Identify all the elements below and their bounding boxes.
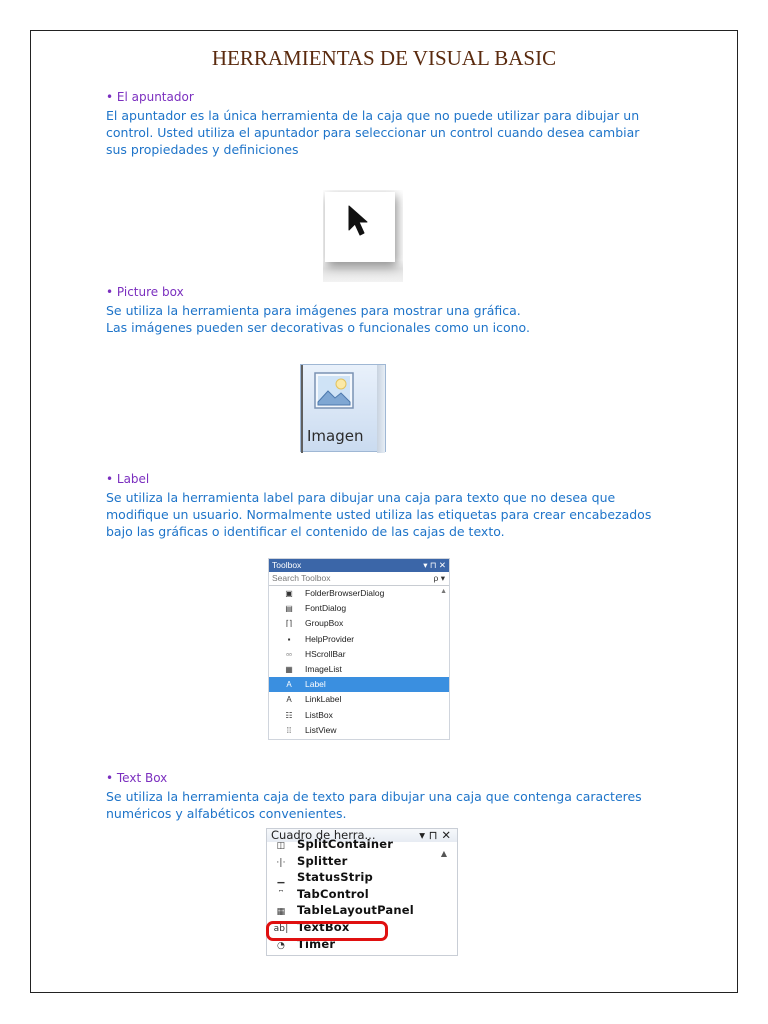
toolbox-panel-english — [268, 558, 450, 740]
toolbox-item-label: ImageList — [305, 663, 342, 674]
pointer-image — [323, 190, 403, 282]
paragraph-line: Se utiliza la herramienta caja de texto para dibujar una caja que contenga caracteres — [106, 789, 642, 804]
paragraph-line: bajo las gráficas o identificar el contenido de las cajas de texto. — [106, 524, 505, 539]
toolbox-item[interactable] — [269, 692, 449, 707]
paragraph-line: numéricos y alfabéticos convenientes. — [106, 806, 347, 821]
toolbox-item[interactable] — [269, 708, 449, 723]
link-label-icon: A — [286, 695, 292, 705]
image-button-label: Imagen — [307, 427, 364, 445]
toolbox-title: Cuadro de herra... — [271, 828, 376, 842]
hscrollbar-icon: ▫▫ — [286, 649, 292, 659]
folder-dialog-icon: ▣ — [285, 589, 293, 598]
toolbox-item-label: Splitter — [297, 853, 348, 868]
toolbox-item-label: Label — [305, 679, 326, 690]
toolbox-item-label: SplitContainer — [297, 837, 394, 851]
toolbox-item[interactable] — [269, 616, 449, 631]
toolbox-item-label: ListView — [305, 724, 337, 735]
bullet-text-box: • Text Box — [106, 771, 168, 785]
list-view-icon: ⁞⁞ — [286, 725, 292, 735]
paragraph-label — [106, 489, 666, 540]
toolbox-item[interactable] — [267, 902, 457, 919]
toolbox-item[interactable] — [267, 869, 457, 886]
image-button[interactable] — [300, 364, 386, 452]
paragraph-picture-box — [106, 302, 666, 336]
font-dialog-icon: ▤ — [285, 604, 293, 614]
toolbox-header — [269, 559, 449, 572]
toolbox-item[interactable] — [267, 836, 457, 853]
bullet-pointer: • El apuntador — [106, 90, 194, 104]
toolbox-item-label: HScrollBar — [305, 648, 346, 659]
toolbox-item-label: HelpProvider — [305, 633, 355, 644]
paragraph-line: control. Usted utiliza el apuntador para seleccionar un control cuando desea cambiar — [106, 125, 640, 140]
arrow-pointer-icon — [325, 192, 395, 262]
toolbox-item-label: ListBox — [305, 709, 333, 720]
table-layout-panel-icon: ▦ — [276, 907, 286, 918]
image-list-icon: ▦ — [285, 664, 293, 674]
bullet-label: • Label — [106, 472, 150, 486]
toolbox-item-label: GroupBox — [305, 618, 344, 629]
scroll-up-icon[interactable]: ▲ — [440, 849, 447, 858]
search-icon[interactable]: ρ ▾ — [433, 573, 445, 583]
status-strip-icon: ▁ — [277, 874, 285, 885]
paragraph-line: El apuntador es la única herramienta de la caja que no puede utilizar para dibujar un — [106, 108, 640, 123]
toolbox-item[interactable] — [269, 586, 449, 601]
toolbox-item[interactable] — [269, 723, 449, 738]
paragraph-line: modifique un usuario. Normalmente usted utiliza las etiquetas para crear encabezados — [106, 507, 652, 522]
splitter-icon: ·|· — [276, 857, 286, 868]
panel-controls-icon[interactable]: ▾ ⊓ ✕ — [419, 828, 451, 842]
toolbox-item[interactable] — [267, 853, 457, 870]
toolbox-item[interactable] — [267, 886, 457, 903]
toolbox-item-selected[interactable] — [269, 677, 449, 692]
textbox-icon: ab| — [273, 923, 289, 934]
toolbox-item-label: TextBox — [297, 919, 350, 934]
toolbox-item-label: FontDialog — [305, 603, 347, 614]
toolbox-item-label: LinkLabel — [305, 694, 342, 705]
picture-icon — [314, 372, 354, 409]
paragraph-text-box — [106, 788, 666, 822]
toolbox-item[interactable] — [269, 632, 449, 647]
help-provider-icon: ▪ — [287, 634, 291, 644]
toolbox-item[interactable] — [269, 647, 449, 662]
toolbox-item[interactable] — [269, 662, 449, 677]
toolbox-item-label: FolderBrowserDialog — [305, 588, 385, 598]
paragraph-line: sus propiedades y definiciones — [106, 142, 299, 157]
scroll-up-icon[interactable]: ▲ — [440, 588, 447, 595]
bullet-picture-box: • Picture box — [106, 285, 184, 299]
toolbox-search[interactable] — [269, 572, 449, 586]
paragraph-line: Se utiliza la herramienta para imágenes para mostrar una gráfica. — [106, 303, 521, 318]
toolbox-item[interactable] — [269, 601, 449, 616]
label-icon: A — [286, 680, 292, 690]
toolbox-item-label: StatusStrip — [297, 870, 373, 885]
paragraph-pointer — [106, 107, 666, 158]
toolbox-item-label: Timer — [297, 936, 336, 951]
timer-icon: ◔ — [276, 940, 286, 951]
highlight-circle — [266, 921, 388, 941]
tab-control-icon: ⎴ — [279, 890, 283, 901]
list-box-icon: ☷ — [285, 710, 293, 720]
panel-controls-icon[interactable]: ▾ ⊓ ✕ — [423, 560, 446, 570]
split-container-icon: ◫ — [276, 841, 286, 851]
paragraph-line: Se utiliza la herramienta label para dibujar una caja para texto que no desea que — [106, 490, 616, 505]
page-title: HERRAMIENTAS DE VISUAL BASIC — [211, 46, 557, 70]
search-input[interactable]: Search Toolbox — [272, 573, 331, 583]
group-box-icon: ⌈⌉ — [285, 619, 293, 629]
paragraph-line: Las imágenes pueden ser decorativas o funcionales como un icono. — [106, 320, 530, 335]
toolbox-item-label: TabControl — [297, 886, 369, 901]
toolbox-title: Toolbox — [272, 560, 302, 570]
toolbox-item-label: TableLayoutPanel — [297, 903, 414, 918]
